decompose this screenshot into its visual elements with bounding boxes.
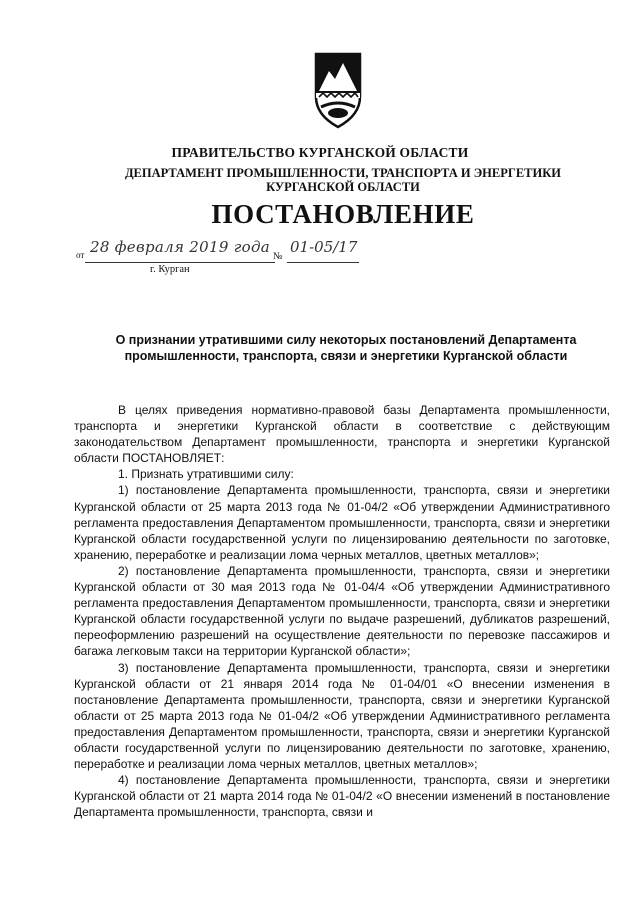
department-title-line2: КУРГАНСКОЙ ОБЛАСТИ bbox=[266, 180, 420, 194]
item-1: 1. Признать утратившими силу: bbox=[118, 467, 294, 482]
city-label: г. Курган bbox=[150, 264, 190, 275]
coat-of-arms-icon bbox=[313, 51, 363, 131]
government-title: ПРАВИТЕЛЬСТВО КУРГАНСКОЙ ОБЛАСТИ bbox=[171, 145, 469, 160]
number-underline bbox=[287, 262, 359, 263]
number-label: № bbox=[273, 251, 283, 262]
date-handwritten: 28 февраля 2019 года bbox=[90, 238, 271, 256]
department-title-line1: ДЕПАРТАМЕНТ ПРОМЫШЛЕННОСТИ, ТРАНСПОРТА И ЭНЕРГЕТИКИ bbox=[124, 166, 562, 180]
document-type-title: ПОСТАНОВЛЕНИЕ bbox=[211, 199, 475, 229]
intro-paragraph: В целях приведения нормативно-правовой базы Департамента промышленности, транспорта и энергетики Курганской области в соответствие с действующим законодательством Департамент промышленности, транспорта и энергетики Курганской области ПОСТАНОВЛЯЕТ: bbox=[74, 403, 610, 466]
date-underline bbox=[85, 262, 275, 263]
number-handwritten: 01-05/17 bbox=[290, 238, 358, 256]
subitem-2: 2) постановление Департамента промышленности, транспорта, связи и энергетики Курганской области от 30 мая 2013 года № 01-04/4 «Об утверждении Административного регламента предоставления Департаментом промышленности, транспорта, связи и энергетики Курганской области государственной услуги по выдаче разрешений, дубликатов разрешений, переоформлению разрешений на осуществление деятельности по перевозке пассажиров и багажа легковым такси на территории Курганской области»; bbox=[74, 563, 610, 659]
subitem-1: 1) постановление Департамента промышленности, транспорта, связи и энергетики Курганской области от 25 марта 2013 года № 01-04/2 «Об утверждении Административного регламента предоставления Департаментом промышленности, транспорта, связи и энергетики Курганской области государственной услуги по лицензированию деятельности по заготовке, хранению, переработке и реализации лома черных металлов, цветных металлов»; bbox=[74, 483, 610, 562]
document-body bbox=[74, 402, 610, 820]
subitem-4: 4) постановление Департамента промышленности, транспорта, связи и энергетики Курганской области от 21 марта 2014 года № 01-04/2 «О внесении изменений в постановление Департамента промышленности, транспорта, связи и bbox=[74, 773, 610, 820]
document-subject: О признании утратившими силу некоторых постановлений Департамента промышленности, транспорта, связи и энергетики Курганской области bbox=[115, 333, 577, 363]
subitem-3: 3) постановление Департамента промышленности, транспорта, связи и энергетики Курганской области от 21 января 2014 года № 01-04/01 «О внесении изменения в постановление Департамента промышленности, транспорта, связи и энергетики Курганской области от 25 марта 2013 года № 01-04/2 «Об утверждении Административного регламента предоставления Департаментом промышленности, транспорта, связи и энергетики Курганской области государственной услуги по лицензированию деятельности по заготовке, хранению, переработке и реализации лома черных металлов, цветных металлов»; bbox=[74, 660, 610, 772]
date-label: от bbox=[76, 250, 85, 260]
